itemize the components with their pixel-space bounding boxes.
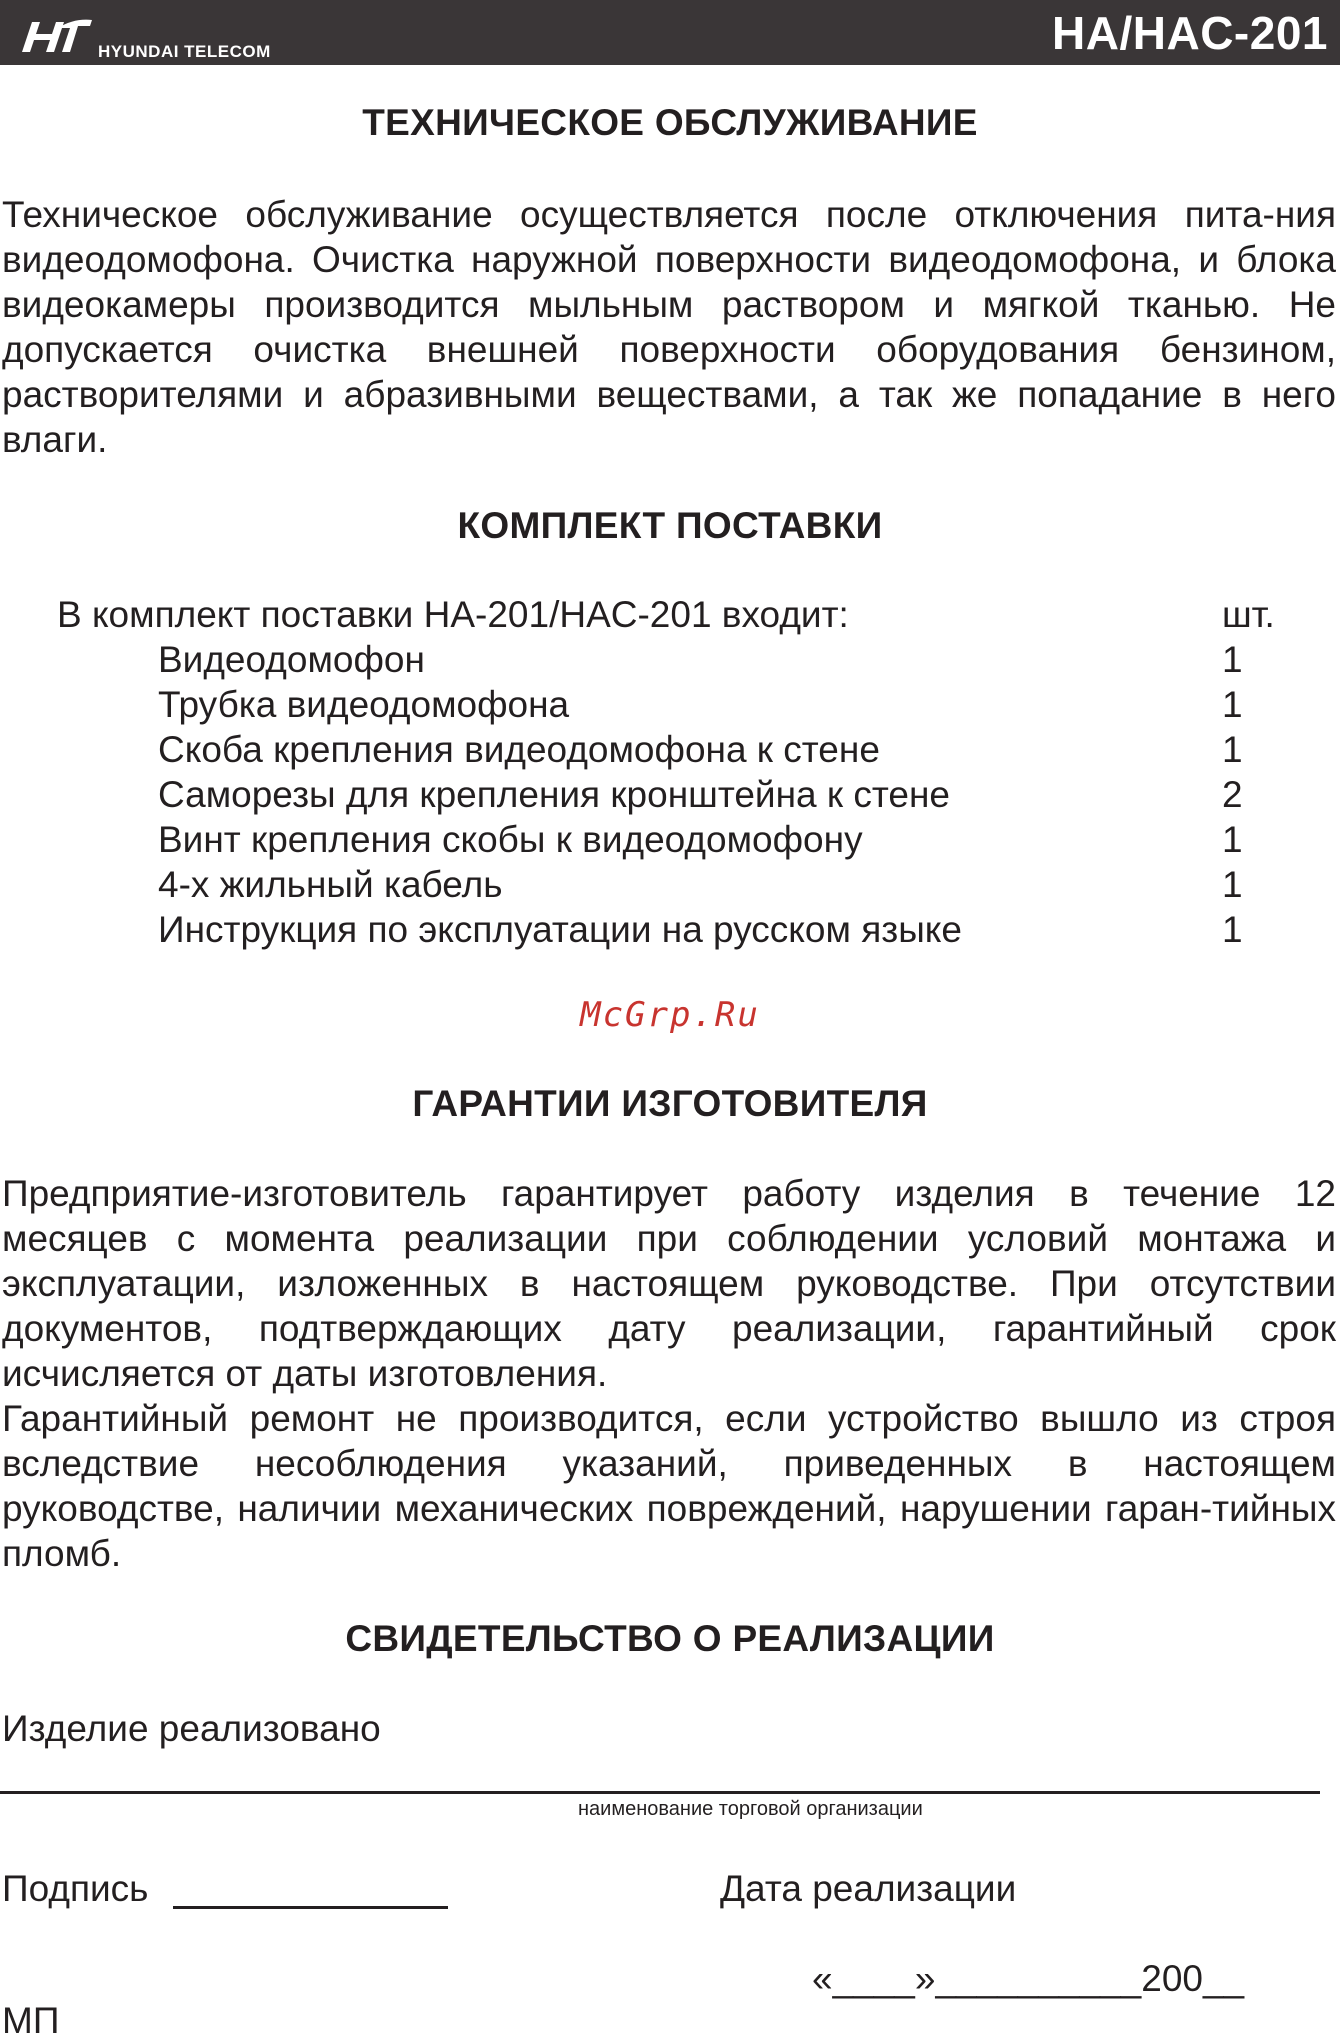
kit-unit-label: шт. bbox=[1222, 594, 1275, 635]
kit-item-name: Трубка видеодомофона bbox=[158, 684, 570, 725]
model-number: HA/HAC-201 bbox=[1052, 7, 1328, 59]
kit-item-name: Саморезы для крепления кронштейна к стене bbox=[158, 774, 950, 815]
kit-item-qty: 1 bbox=[1222, 909, 1243, 950]
hyundai-telecom-logo-icon bbox=[12, 8, 94, 60]
kit-item-qty: 1 bbox=[1222, 729, 1243, 770]
kit-item-qty: 1 bbox=[1222, 819, 1243, 860]
warranty-paragraph-1: Предприятие-изготовитель гарантирует работу изделия в течение 12 месяцев с момента реализации при соблюдении условий монтажа и эксплуатации, изложенных в настоящем руководстве. При отсутствии документов, подтверждающих дату реализации, гарантийный срок исчисляется от даты изготовления. bbox=[2, 1173, 1336, 1394]
product-sold-label: Изделие реализовано bbox=[2, 1708, 381, 1749]
brand-name: HYUNDAI TELECOM bbox=[98, 42, 271, 61]
signature-line bbox=[173, 1906, 448, 1909]
sale-date-label: Дата реализации bbox=[720, 1868, 1017, 1909]
signature-label: Подпись bbox=[2, 1868, 149, 1909]
organization-line bbox=[0, 1791, 1320, 1794]
maintenance-text: Техническое обслуживание осуществляется после отключения пита-ния видеодомофона. Очистка наружной поверхности видеодомофона, и блока видеокамеры производится мыльным раствором и мягкой тканью. Не допускается очистка внешней поверхности оборудования бензином, растворителями и абразивными веществами, а так же попадание в него влаги. bbox=[2, 194, 1336, 460]
kit-item-qty: 1 bbox=[1222, 864, 1243, 905]
stamp-label: МП bbox=[2, 2000, 60, 2041]
kit-item-qty: 1 bbox=[1222, 639, 1243, 680]
warranty-paragraph-2: Гарантийный ремонт не производится, если устройство вышло из строя вследствие несоблюдения указаний, приведенных в настоящем руководстве, наличии механических повреждений, нарушении гаран-тийных пломб. bbox=[2, 1398, 1336, 1574]
kit-item-name: Инструкция по эксплуатации на русском языке bbox=[158, 909, 962, 950]
page-header bbox=[0, 0, 1340, 65]
kit-item-name: Скоба крепления видеодомофона к стене bbox=[158, 729, 880, 770]
maintenance-title: ТЕХНИЧЕСКОЕ ОБСЛУЖИВАНИЕ bbox=[362, 102, 978, 143]
kit-title: КОМПЛЕКТ ПОСТАВКИ bbox=[457, 505, 883, 546]
sale-title: СВИДЕТЕЛЬСТВО О РЕАЛИЗАЦИИ bbox=[345, 1618, 995, 1659]
kit-item-name: Видеодомофон bbox=[158, 639, 425, 680]
organization-caption: наименование торговой организации bbox=[578, 1798, 923, 1820]
kit-item-qty: 2 bbox=[1222, 774, 1243, 815]
watermark-link[interactable]: McGrp.Ru bbox=[580, 995, 760, 1035]
sale-date-blank: «____»__________200__ bbox=[812, 1958, 1245, 1999]
kit-intro: В комплект поставки HA-201/HAC-201 входит: bbox=[57, 594, 849, 635]
kit-item-name: 4-х жильный кабель bbox=[158, 864, 503, 905]
kit-item-qty: 1 bbox=[1222, 684, 1243, 725]
warranty-title: ГАРАНТИИ ИЗГОТОВИТЕЛЯ bbox=[412, 1083, 928, 1124]
kit-item-name: Винт крепления скобы к видеодомофону bbox=[158, 819, 863, 860]
